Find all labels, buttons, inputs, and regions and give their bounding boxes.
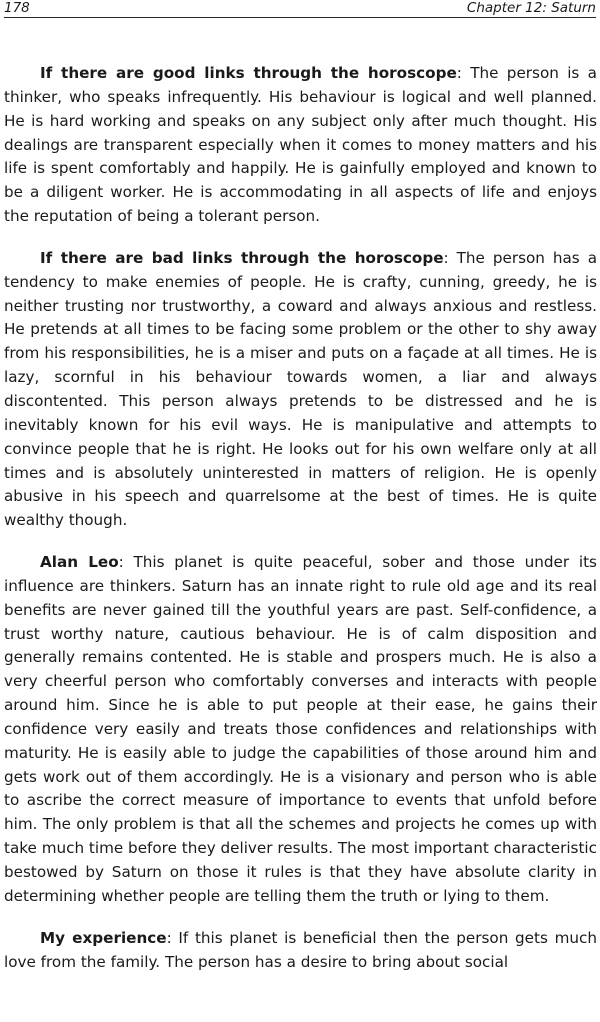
body-text	[4, 62, 597, 992]
paragraph-my-experience	[4, 927, 597, 975]
page-number: 178	[4, 0, 30, 16]
paragraph-alan-leo	[4, 551, 597, 909]
running-header	[4, 0, 596, 18]
paragraph-lead: My experience	[40, 928, 167, 947]
paragraph-good-links	[4, 62, 597, 229]
paragraph-text: : If this planet is beneficial then the person gets much love from the family. The person has a desire to bring about social	[4, 928, 597, 971]
paragraph-bad-links	[4, 247, 597, 533]
paragraph-lead: If there are bad links through the horoscope	[40, 248, 444, 267]
paragraph-text: : This planet is quite peaceful, sober and those under its influence are thinkers. Saturn has an innate right to rule old age and its real benefits are never gained till the youthful years are past. Self-confidence, a trust worthy nature, cautious behaviour. He is of calm disposition and generally remains contented. He is stable and prospers much. He is also a very cheerful person who comfortably converses and interacts with people around him. Since he is able to put people at their ease, he gains their confidence very easily and treats those confidences and relationships with maturity. He is easily able to judge the capabilities of those around him and gets work out of them accordingly. He is a visionary and person who is able to ascribe the correct measure of importance to events that unfold before him. The only problem is that all the schemes and projects he comes up with take much time before they deliver results. The most important characteristic bestowed by Saturn on those it rules is that they have absolute clarity in determining whether people are telling them the truth or lying to them.	[4, 553, 597, 905]
paragraph-lead: If there are good links through the horoscope	[40, 64, 457, 82]
paragraph-text: : The person is a thinker, who speaks infrequently. His behaviour is logical and well planned. He is hard working and speaks on any subject only after much thought. His dealings are transparent especially when it comes to money matters and his life is spent comfortably and happily. He is gainfully employed and known to be a diligent worker. He is accommodating in all aspects of life and enjoys the reputation of being a tolerant person.	[4, 64, 597, 226]
chapter-title: Chapter 12: Saturn	[466, 0, 596, 16]
paragraph-text: : The person has a tendency to make enemies of people. He is crafty, cunning, greedy, he is neither trusting nor trustworthy, a coward and always anxious and restless. He pretends at all times to be facing some problem or the other to shy away from his responsibilities, he is a miser and puts on a façade at all times. He is lazy, scornful in his behaviour towards women, a liar and always discontented. This person always pretends to be distressed and he is inevitably known for his evil ways. He is manipulative and attempts to convince people that he is right. He looks out for his own welfare only at all times and is absolutely uninterested in matters of religion. He is openly abusive in his speech and quarrelsome at the best of times. He is quite wealthy though.	[4, 248, 597, 530]
paragraph-lead: Alan Leo	[40, 553, 119, 572]
